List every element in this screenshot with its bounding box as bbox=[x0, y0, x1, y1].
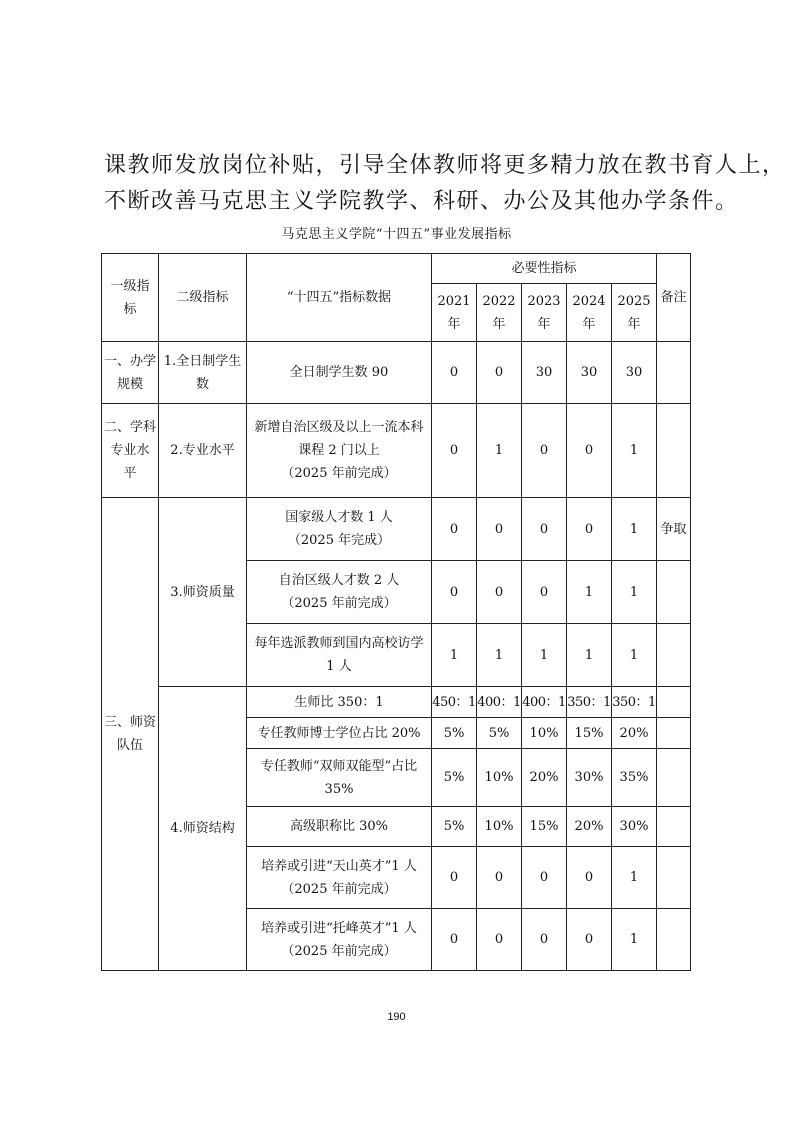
indicator-line: （2025 年前完成） bbox=[281, 596, 397, 611]
header-year bbox=[567, 284, 612, 342]
indicator-line: （2025 年前完成） bbox=[281, 943, 397, 959]
header-year bbox=[432, 284, 477, 342]
level2-cell bbox=[159, 342, 247, 404]
header-remark: 备注 bbox=[657, 254, 691, 342]
value-cell: 30% bbox=[567, 749, 612, 807]
remark-cell bbox=[657, 909, 691, 971]
value-cell: 10% bbox=[477, 807, 522, 847]
indicator-line: 专任教师“双师双能型”占比 bbox=[260, 758, 418, 774]
value-cell: 1 bbox=[612, 498, 657, 561]
body-paragraph bbox=[104, 148, 786, 220]
value-cell: 1 bbox=[567, 561, 612, 624]
value-cell: 0 bbox=[477, 498, 522, 561]
header-year bbox=[522, 284, 567, 342]
table-row bbox=[102, 404, 691, 498]
value-cell: 1 bbox=[567, 624, 612, 687]
value-cell: 0 bbox=[477, 909, 522, 971]
indicator-line: 35% bbox=[324, 781, 354, 797]
header-level1 bbox=[102, 254, 159, 342]
level2-cell bbox=[159, 404, 247, 498]
value-cell: 1 bbox=[477, 404, 522, 498]
remark-cell bbox=[657, 807, 691, 847]
value-cell: 0 bbox=[567, 404, 612, 498]
table-row bbox=[102, 687, 691, 718]
table-caption: 马克思主义学院“十四五”事业发展指标 bbox=[281, 227, 512, 242]
value-cell: 400：1 bbox=[522, 687, 567, 718]
indicator-line: 专任教师博士学位占比 20% bbox=[257, 725, 421, 741]
indicator-cell bbox=[247, 404, 432, 498]
value-cell: 0 bbox=[522, 498, 567, 561]
value-cell: 0 bbox=[432, 498, 477, 561]
value-cell: 30 bbox=[522, 342, 567, 404]
remark-cell bbox=[657, 749, 691, 807]
indicator-line: 国家级人才数 1 人 bbox=[285, 510, 393, 525]
value-cell: 0 bbox=[567, 498, 612, 561]
value-cell: 10% bbox=[522, 718, 567, 749]
indicator-line: 新增自治区级及以上一流本科 bbox=[254, 420, 424, 435]
level1-line: 规模 bbox=[116, 376, 143, 392]
value-cell: 0 bbox=[567, 847, 612, 909]
indicator-line: 培养或引进“托峰英才”1 人 bbox=[261, 920, 417, 936]
header-required: 必要性指标 bbox=[432, 254, 657, 284]
value-cell: 0 bbox=[432, 342, 477, 404]
indicator-line: 全日制学生数 90 bbox=[289, 365, 389, 380]
value-cell: 0 bbox=[432, 847, 477, 909]
header-data: “十四五”指标数据 bbox=[247, 254, 432, 342]
value-cell: 1 bbox=[612, 561, 657, 624]
indicator-cell bbox=[247, 847, 432, 909]
indicator-cell bbox=[247, 624, 432, 687]
paragraph-line-1: 课教师发放岗位补贴，引导全体教师将更多精力放在教书育人上， bbox=[104, 153, 786, 178]
value-cell: 1 bbox=[612, 624, 657, 687]
value-cell: 1 bbox=[477, 624, 522, 687]
indicator-cell bbox=[247, 687, 432, 718]
header-level2: 二级指标 bbox=[159, 254, 247, 342]
year-num: 2025 bbox=[617, 293, 651, 309]
indicator-line: （2025 年完成） bbox=[287, 533, 391, 548]
value-cell: 1 bbox=[612, 909, 657, 971]
level1-line: 专业水 bbox=[110, 443, 150, 458]
indicator-cell bbox=[247, 561, 432, 624]
year-num: 2023 bbox=[527, 293, 561, 309]
indicator-line: （2025 年前完成） bbox=[281, 881, 397, 897]
indicator-line: 自治区级人才数 2 人 bbox=[278, 573, 400, 588]
value-cell: 20% bbox=[522, 749, 567, 807]
value-cell: 20% bbox=[567, 807, 612, 847]
value-cell: 0 bbox=[522, 909, 567, 971]
header-year bbox=[477, 284, 522, 342]
indicator-cell bbox=[247, 749, 432, 807]
value-cell: 0 bbox=[432, 404, 477, 498]
indicator-cell bbox=[247, 718, 432, 749]
remark-cell: 争取 bbox=[657, 498, 691, 561]
year-num: 2024 bbox=[572, 293, 606, 309]
value-cell: 0 bbox=[432, 561, 477, 624]
level1-line: 一、办学 bbox=[104, 353, 157, 369]
value-cell: 1 bbox=[432, 624, 477, 687]
value-cell: 0 bbox=[522, 847, 567, 909]
value-cell: 450：1 bbox=[432, 687, 477, 718]
value-cell: 5% bbox=[432, 749, 477, 807]
value-cell: 30 bbox=[612, 342, 657, 404]
year-unit: 年 bbox=[627, 316, 641, 332]
indicator-line: 生师比 350：1 bbox=[294, 694, 384, 710]
year-num: 2021 bbox=[437, 293, 471, 309]
indicator-line: 培养或引进“天山英才”1 人 bbox=[261, 858, 417, 874]
value-cell: 350：1 bbox=[567, 687, 612, 718]
year-unit: 年 bbox=[582, 316, 596, 332]
value-cell: 0 bbox=[477, 561, 522, 624]
value-cell: 15% bbox=[567, 718, 612, 749]
year-unit: 年 bbox=[447, 316, 461, 332]
year-unit: 年 bbox=[537, 316, 551, 332]
level1-line: 平 bbox=[123, 466, 137, 481]
level2-line: 1.全日制学生 bbox=[163, 353, 242, 369]
remark-cell bbox=[657, 342, 691, 404]
indicator-cell bbox=[247, 342, 432, 404]
indicator-cell bbox=[247, 807, 432, 847]
page-number: 190 bbox=[387, 1011, 406, 1023]
value-cell: 0 bbox=[477, 847, 522, 909]
value-cell: 0 bbox=[432, 909, 477, 971]
indicator-line: 每年选派教师到国内高校访学 bbox=[254, 636, 424, 651]
header-row-1 bbox=[102, 254, 691, 284]
value-cell: 30% bbox=[612, 807, 657, 847]
year-num: 2022 bbox=[482, 293, 516, 309]
year-unit: 年 bbox=[492, 316, 506, 332]
value-cell: 10% bbox=[477, 749, 522, 807]
remark-cell bbox=[657, 687, 691, 718]
header-level1-line: 一级指 bbox=[110, 278, 150, 294]
remark-cell bbox=[657, 561, 691, 624]
remark-cell bbox=[657, 404, 691, 498]
header-year bbox=[612, 284, 657, 342]
table-row bbox=[102, 342, 691, 404]
level1-cell bbox=[102, 498, 159, 971]
value-cell: 350：1 bbox=[612, 687, 657, 718]
level1-line: 队伍 bbox=[116, 738, 143, 753]
indicator-line: （2025 年前完成） bbox=[281, 466, 397, 481]
value-cell: 30 bbox=[567, 342, 612, 404]
level1-line: 三、师资 bbox=[104, 715, 157, 730]
level1-line: 二、学科 bbox=[104, 420, 157, 435]
indicator-cell bbox=[247, 909, 432, 971]
value-cell: 20% bbox=[612, 718, 657, 749]
paragraph-line-2: 不断改善马克思主义学院教学、科研、办公及其他办学条件。 bbox=[104, 189, 739, 214]
remark-cell bbox=[657, 624, 691, 687]
value-cell: 0 bbox=[567, 909, 612, 971]
value-cell: 5% bbox=[432, 718, 477, 749]
development-indicators-table bbox=[101, 253, 691, 971]
level1-cell bbox=[102, 404, 159, 498]
value-cell: 5% bbox=[432, 807, 477, 847]
value-cell: 0 bbox=[522, 404, 567, 498]
level2-line: 数 bbox=[195, 376, 209, 392]
value-cell: 1 bbox=[522, 624, 567, 687]
level2-cell: 3.师资质量 bbox=[159, 498, 247, 687]
level2-cell: 4.师资结构 bbox=[159, 687, 247, 971]
level2-line: 2.专业水平 bbox=[170, 443, 235, 458]
value-cell: 0 bbox=[477, 342, 522, 404]
value-cell: 1 bbox=[612, 404, 657, 498]
indicator-line: 1 人 bbox=[326, 659, 352, 674]
value-cell: 15% bbox=[522, 807, 567, 847]
indicator-cell bbox=[247, 498, 432, 561]
remark-cell bbox=[657, 847, 691, 909]
table-row bbox=[102, 498, 691, 561]
value-cell: 5% bbox=[477, 718, 522, 749]
value-cell: 0 bbox=[522, 561, 567, 624]
value-cell: 400：1 bbox=[477, 687, 522, 718]
indicator-line: 高级职称比 30% bbox=[289, 819, 389, 834]
value-cell: 1 bbox=[612, 847, 657, 909]
indicator-line: 课程 2 门以上 bbox=[298, 443, 380, 458]
remark-cell bbox=[657, 718, 691, 749]
value-cell: 35% bbox=[612, 749, 657, 807]
header-level1-line: 标 bbox=[123, 301, 137, 317]
level1-cell bbox=[102, 342, 159, 404]
